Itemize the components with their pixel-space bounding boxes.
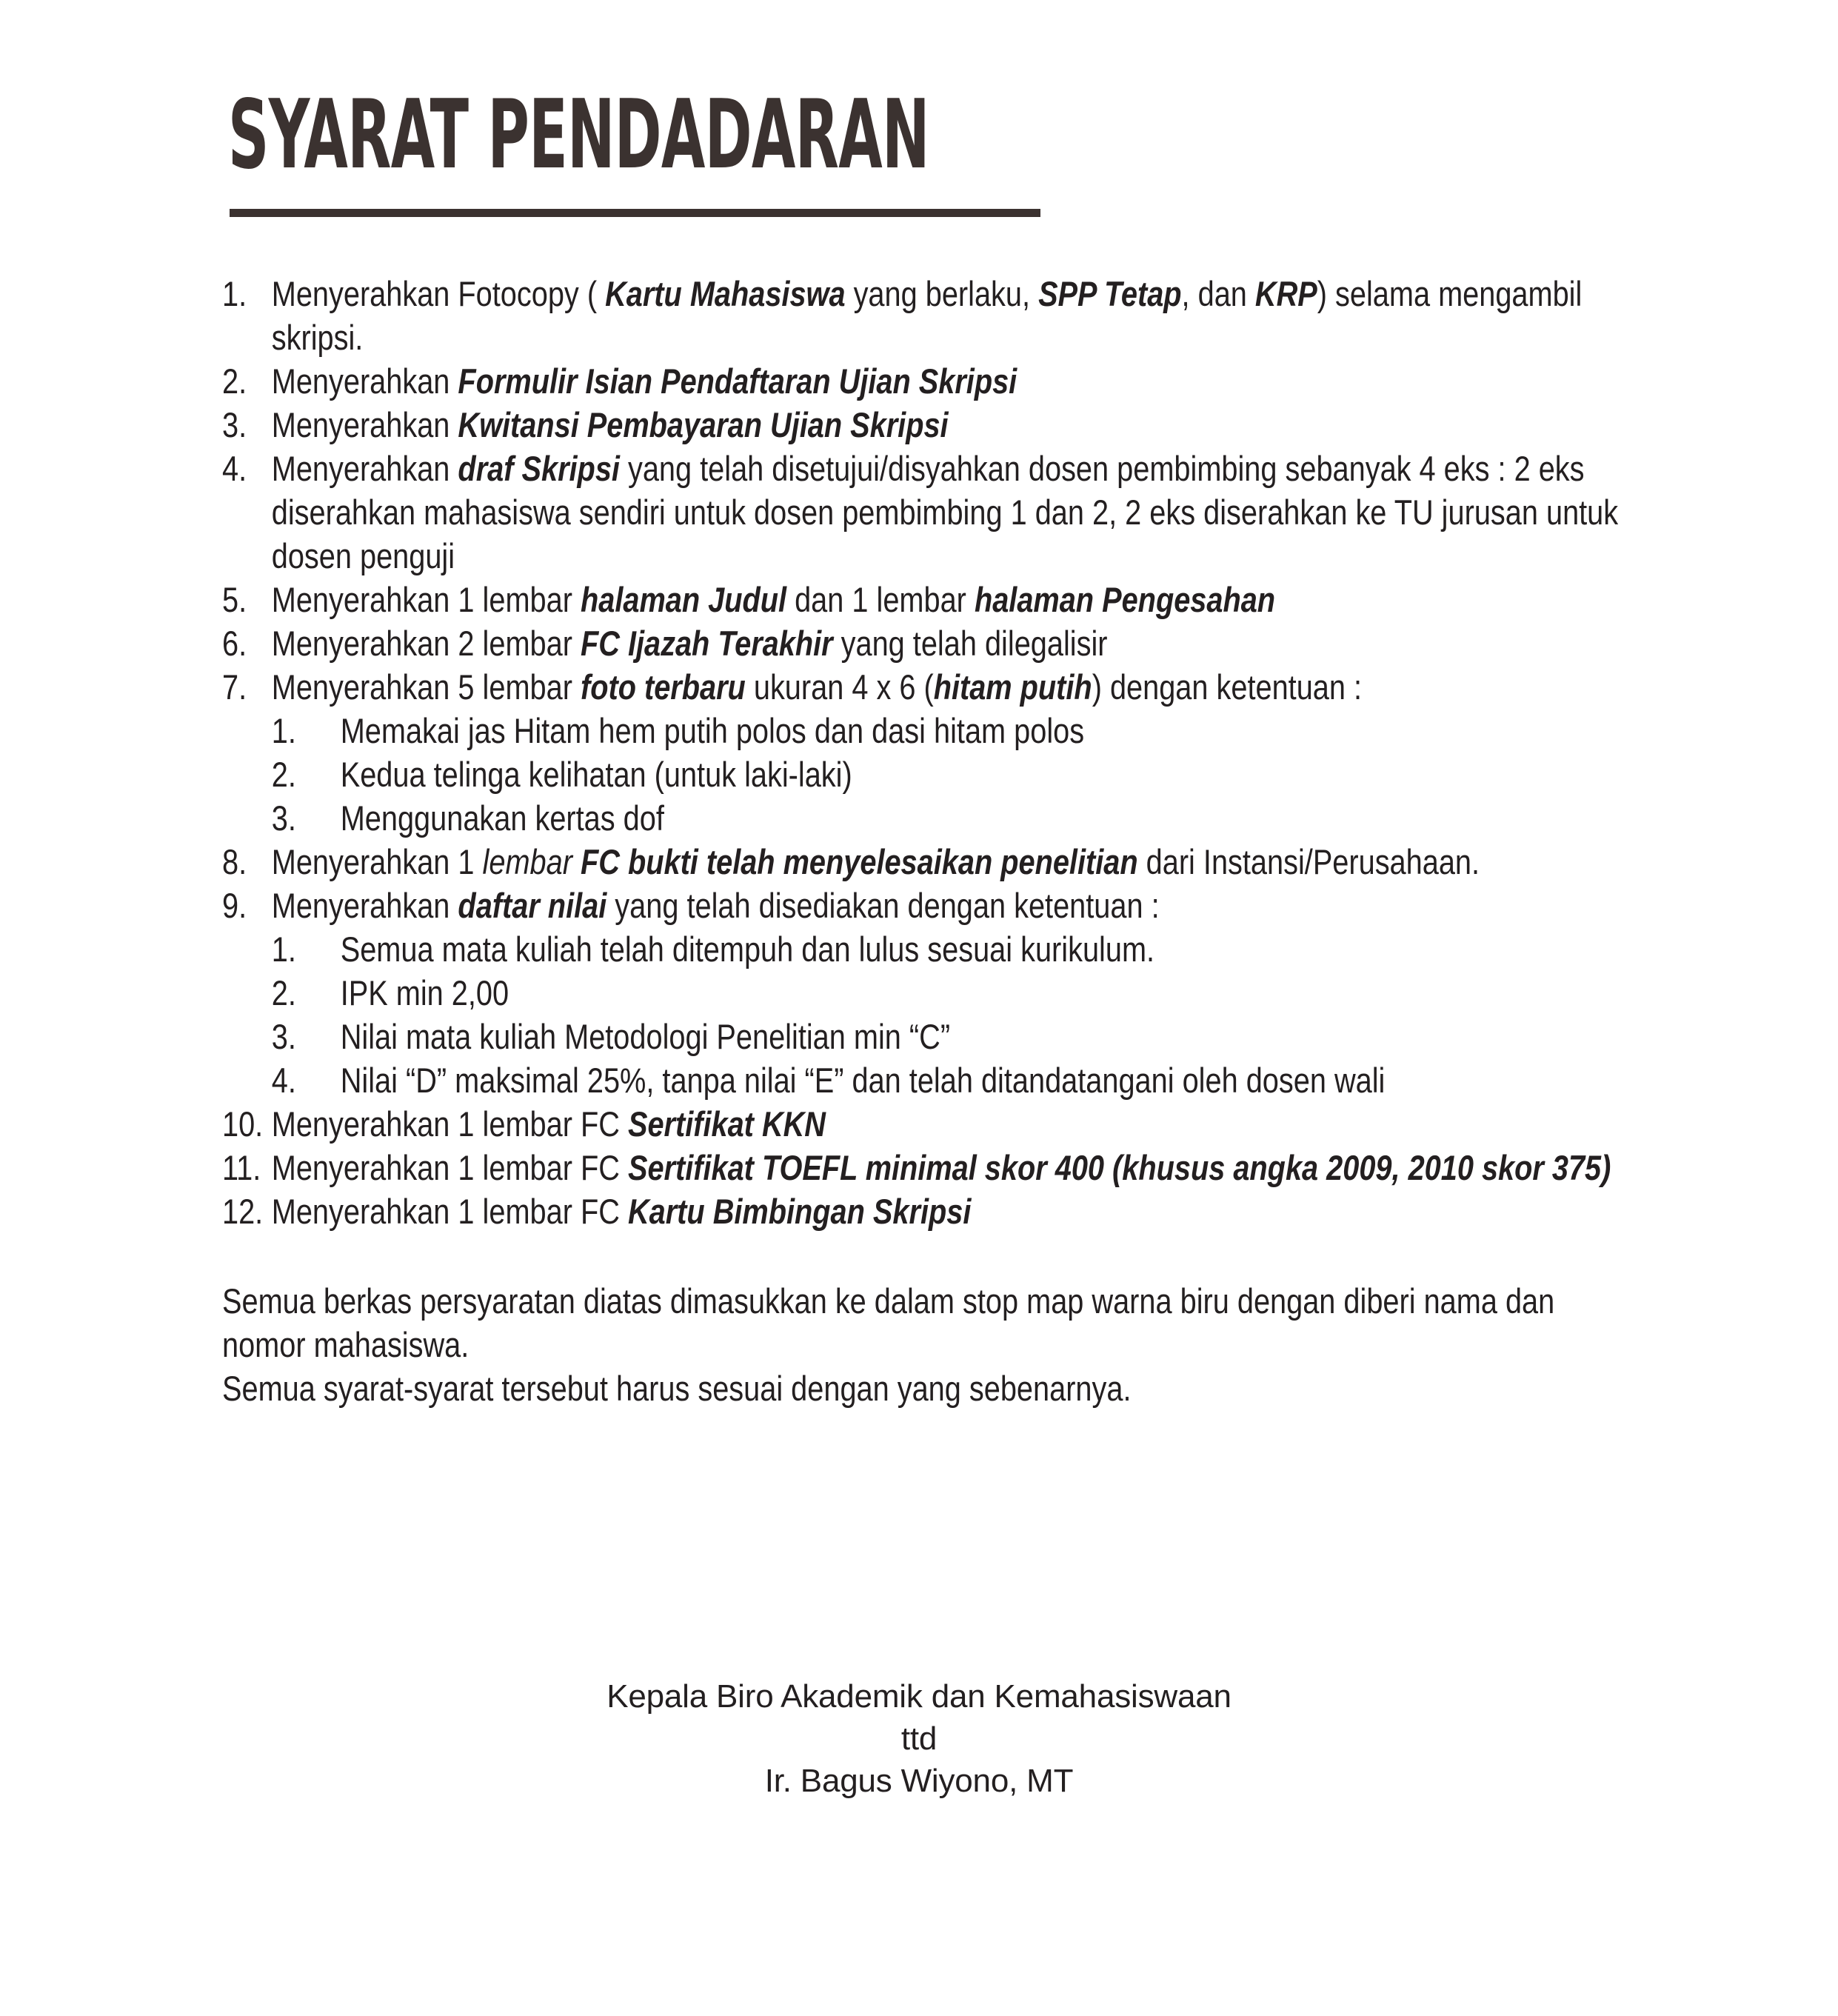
closing-paragraph-2: Semua syarat-syarat tersebut harus sesuai dengan yang sebenarnya. xyxy=(222,1368,1132,1408)
list-item xyxy=(222,622,1629,666)
paragraph-spacer xyxy=(222,1234,1629,1280)
text-run: foto terbaru xyxy=(580,667,746,707)
sub-list-item-number: 3. xyxy=(271,1016,296,1056)
text-run: Menyerahkan 1 xyxy=(271,841,483,881)
text-run: dan 1 lembar xyxy=(786,579,975,619)
list-item-text xyxy=(272,1103,1629,1146)
text-run: Menyerahkan xyxy=(271,404,458,444)
list-item-text xyxy=(272,447,1629,578)
sub-list-item-text: Memakai jas Hitam hem putih polos dan dasi hitam polos xyxy=(340,710,1085,750)
text-run: daftar nilai xyxy=(458,885,607,925)
text-run: , dan xyxy=(1181,274,1255,313)
list-item xyxy=(222,578,1629,622)
text-run: lembar xyxy=(482,841,581,881)
text-run: Menyerahkan 1 lembar xyxy=(271,579,581,619)
sub-list-item xyxy=(222,797,1629,841)
sub-list-item-number: 2. xyxy=(271,754,296,794)
list-item xyxy=(222,273,1629,360)
text-run: Kartu Mahasiswa xyxy=(605,274,846,313)
text-run: halaman Judul xyxy=(580,579,787,619)
list-item-number: 4. xyxy=(222,448,247,488)
text-run: Kwitansi Pembayaran Ujian Skripsi xyxy=(458,404,949,444)
list-item-number: 8. xyxy=(222,841,247,881)
list-item-text xyxy=(272,404,1629,447)
text-run: Menyerahkan 1 lembar FC xyxy=(271,1104,628,1144)
sub-list-item-number: 1. xyxy=(271,710,296,750)
sub-list-item xyxy=(222,753,1629,797)
list-item xyxy=(222,666,1629,710)
sub-list-item-number: 4. xyxy=(271,1060,296,1100)
list-item-number: 7. xyxy=(222,667,247,707)
list-item-text xyxy=(272,578,1629,622)
list-item-number: 3. xyxy=(222,404,247,444)
text-run: yang telah disetujui/disyahkan dosen pembimbing sebanyak 4 eks : 2 eks diserahkan mahasiswa sendiri untuk dosen pembimbing 1 dan 2, 2 eks diserahkan ke TU jurusan untuk dosen penguji xyxy=(271,448,1619,575)
text-run: Menyerahkan 5 lembar xyxy=(271,667,581,707)
signature-ttd: ttd xyxy=(900,1720,938,1758)
list-item xyxy=(222,360,1629,404)
text-run: Menyerahkan 1 lembar FC xyxy=(271,1191,628,1231)
text-run: FC bukti telah menyelesaikan penelitian xyxy=(581,841,1138,881)
sub-list-item xyxy=(222,1015,1629,1059)
sub-list-item-number: 2. xyxy=(271,972,296,1012)
list-item-text xyxy=(272,1146,1629,1190)
list-item-text xyxy=(272,884,1629,928)
text-run: Formulir Isian Pendaftaran Ujian Skripsi xyxy=(458,361,1017,401)
sub-list-item-number: 3. xyxy=(271,798,296,838)
text-run: KRP xyxy=(1254,274,1317,313)
text-run: Menyerahkan Fotocopy ( xyxy=(271,274,606,313)
page-title: SYARAT PENDADARAN xyxy=(228,80,929,190)
text-run: Sertifikat KKN xyxy=(627,1104,826,1144)
text-run: FC Ijazah Terakhir xyxy=(580,623,833,663)
list-item xyxy=(222,447,1629,578)
requirements-content xyxy=(222,273,1629,1411)
sub-list-item xyxy=(222,928,1629,972)
signature-name: Ir. Bagus Wiyono, MT xyxy=(764,1763,1074,1800)
text-run: ) selama mengambil skripsi. xyxy=(271,274,1583,357)
sub-list-item-text: Kedua telinga kelihatan (untuk laki-laki) xyxy=(340,754,852,794)
text-run: halaman Pengesahan xyxy=(974,579,1276,619)
signature-block xyxy=(0,1675,1838,1803)
list-item-number: 1. xyxy=(222,274,247,313)
list-item-number: 12. xyxy=(222,1191,264,1231)
title-underline-rule xyxy=(230,209,1040,217)
sub-list-item xyxy=(222,710,1629,753)
list-item-number: 10. xyxy=(222,1104,264,1144)
sub-list-item xyxy=(222,1059,1629,1103)
sub-list-item-text: Menggunakan kertas dof xyxy=(340,798,664,838)
text-run: Kartu Bimbingan Skripsi xyxy=(627,1191,972,1231)
list-item-number: 5. xyxy=(222,579,247,619)
list-item xyxy=(222,404,1629,447)
text-run: Menyerahkan 2 lembar xyxy=(271,623,581,663)
sub-list-item-text: Nilai “D” maksimal 25%, tanpa nilai “E” dan telah ditandatangani oleh dosen wali xyxy=(340,1060,1386,1100)
text-run: SPP Tetap xyxy=(1038,274,1182,313)
requirements-list xyxy=(222,273,1629,1234)
sub-list-item-text: IPK min 2,00 xyxy=(340,972,509,1012)
list-item xyxy=(222,884,1629,928)
text-run: Menyerahkan xyxy=(271,361,458,401)
list-item-text xyxy=(272,666,1629,710)
text-run: yang telah dilegalisir xyxy=(832,623,1108,663)
sub-list-item-text: Semua mata kuliah telah ditempuh dan lulus sesuai kurikulum. xyxy=(340,929,1155,969)
text-run: Menyerahkan 1 lembar FC xyxy=(271,1147,628,1187)
text-run: Menyerahkan xyxy=(271,885,458,925)
text-run: yang telah disediakan dengan ketentuan : xyxy=(606,885,1160,925)
list-item-number: 6. xyxy=(222,623,247,663)
text-run: dari Instansi/Perusahaan. xyxy=(1137,841,1480,881)
signature-position: Kepala Biro Akademik dan Kemahasiswaan xyxy=(606,1678,1232,1715)
sub-list-item-text: Nilai mata kuliah Metodologi Penelitian min “C” xyxy=(340,1016,951,1056)
text-run: ukuran 4 x 6 ( xyxy=(745,667,934,707)
list-item-number: 2. xyxy=(222,361,247,401)
text-run: Menyerahkan xyxy=(271,448,458,488)
list-item-number: 11. xyxy=(222,1147,261,1187)
list-item xyxy=(222,1146,1629,1190)
page-title-wrapper xyxy=(228,80,1635,190)
text-run: yang berlaku, xyxy=(845,274,1039,313)
list-item xyxy=(222,1103,1629,1146)
list-item-text xyxy=(272,360,1629,404)
list-item-text xyxy=(272,1190,1629,1234)
text-run: Sertifikat TOEFL minimal skor 400 (khusus angka 2009, 2010 skor 375) xyxy=(627,1147,1611,1187)
text-run: ) dengan ketentuan : xyxy=(1092,667,1363,707)
list-item-text xyxy=(272,841,1629,884)
text-run: hitam putih xyxy=(933,667,1092,707)
list-item xyxy=(222,841,1629,884)
sub-list-item xyxy=(222,972,1629,1015)
closing-paragraph-1: Semua berkas persyaratan diatas dimasukkan ke dalam stop map warna biru dengan diberi nama dan nomor mahasiswa. xyxy=(222,1281,1555,1364)
list-item xyxy=(222,1190,1629,1234)
list-item-text xyxy=(272,273,1629,360)
text-run: draf Skripsi xyxy=(458,448,620,488)
list-item-number: 9. xyxy=(222,885,247,925)
sub-list-item-number: 1. xyxy=(271,929,296,969)
list-item-text xyxy=(272,622,1629,666)
